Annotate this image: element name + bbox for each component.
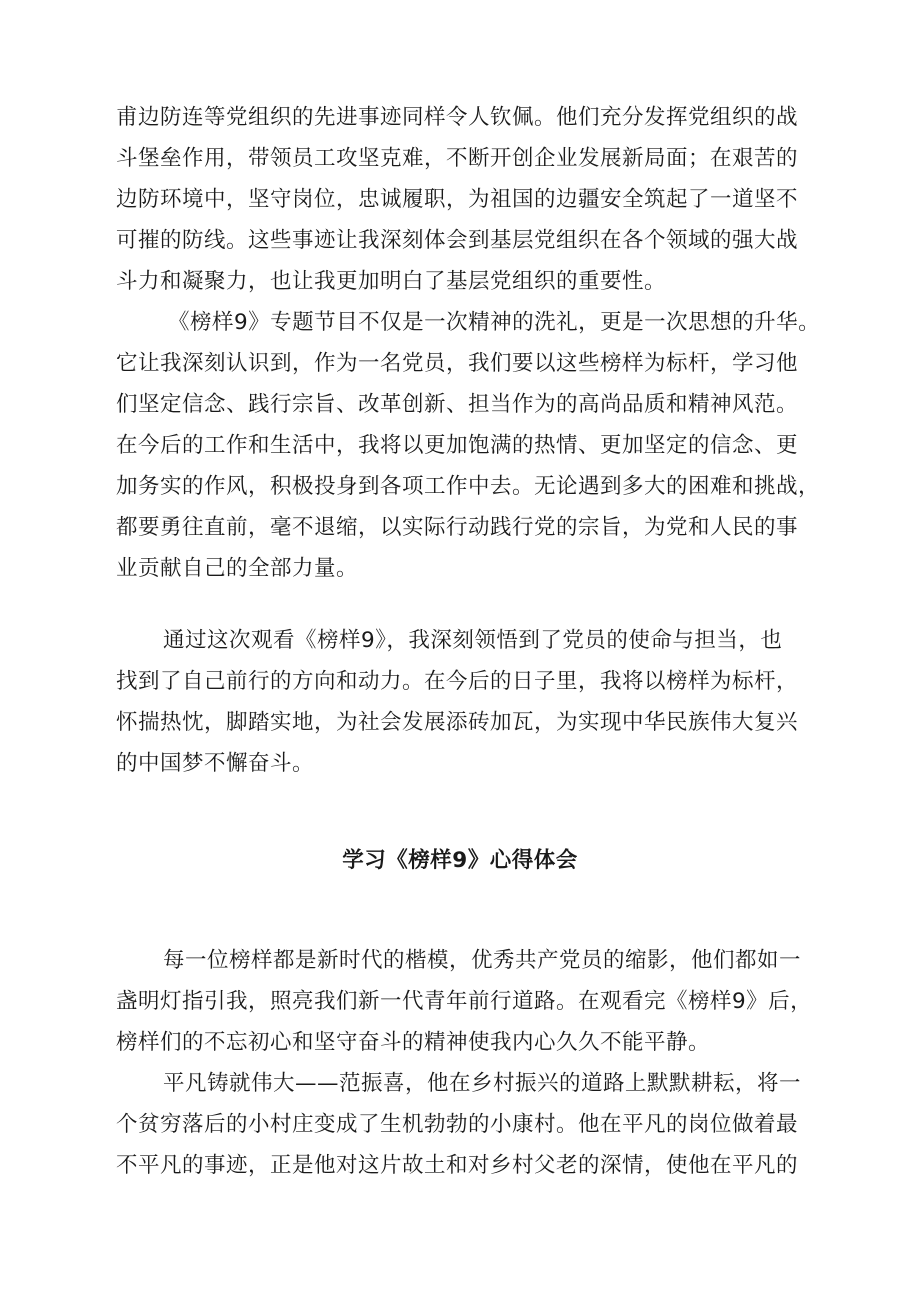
text-line: 榜样们的不忘初心和坚守奋斗的精神使我内心久久不能平静。	[116, 1030, 711, 1055]
text-line: 个贫穷落后的小村庄变成了生机勃勃的小康村。他在平凡的岗位做着最	[116, 1112, 799, 1137]
text-line: 盏明灯指引我，照亮我们新一代青年前行道路。在观看完《榜样9》后，	[116, 989, 813, 1014]
text-line: 怀揣热忱，脚踏实地，为社会发展添砖加瓦，为实现中华民族伟大复兴	[116, 710, 799, 735]
text-line: 们坚定信念、践行宗旨、改革创新、担当作为的高尚品质和精神风范。	[116, 392, 799, 417]
text-line: 甫边防连等党组织的先进事迹同样令人钦佩。他们充分发挥党组织的战	[116, 105, 799, 130]
text-line: 每一位榜样都是新时代的楷模，优秀共产党员的缩影，他们都如一	[163, 948, 802, 973]
text-line: 都要勇往直前，毫不退缩，以实际行动践行党的宗旨，为党和人民的事	[116, 515, 799, 540]
text-line: 不平凡的事迹，正是他对这片故土和对乡村父老的深情，使他在平凡的	[116, 1153, 799, 1178]
text-line: 平凡铸就伟大——范振喜，他在乡村振兴的道路上默默耕耘，将一	[163, 1071, 802, 1096]
text-line: 斗力和凝聚力，也让我更加明白了基层党组织的重要性。	[116, 269, 667, 294]
text-line: 找到了自己前行的方向和动力。在今后的日子里，我将以榜样为标杆，	[116, 669, 799, 694]
text-line: 边防环境中，坚守岗位，忠诚履职，为祖国的边疆安全筑起了一道坚不	[116, 187, 799, 212]
text-line: 在今后的工作和生活中，我将以更加饱满的热情、更加坚定的信念、更	[116, 433, 799, 458]
text-line: 《榜样9》专题节目不仅是一次精神的洗礼，更是一次思想的升华。	[168, 310, 821, 335]
text-line: 可摧的防线。这些事迹让我深刻体会到基层党组织在各个领域的强大战	[116, 228, 799, 253]
text-line: 它让我深刻认识到，作为一名党员，我们要以这些榜样为标杆，学习他	[116, 351, 799, 376]
text-line: 加务实的作风，积极投身到各项工作中去。无论遇到多大的困难和挑战，	[116, 474, 821, 499]
text-line: 通过这次观看《榜样9》，我深刻领悟到了党员的使命与担当，也	[163, 628, 783, 653]
section-title: 学习《榜样9》心得体会	[342, 848, 578, 873]
text-line: 的中国梦不懈奋斗。	[116, 751, 315, 776]
text-line: 斗堡垒作用，带领员工攻坚克难，不断开创企业发展新局面；在艰苦的	[116, 146, 799, 171]
text-line: 业贡献自己的全部力量。	[116, 556, 359, 581]
